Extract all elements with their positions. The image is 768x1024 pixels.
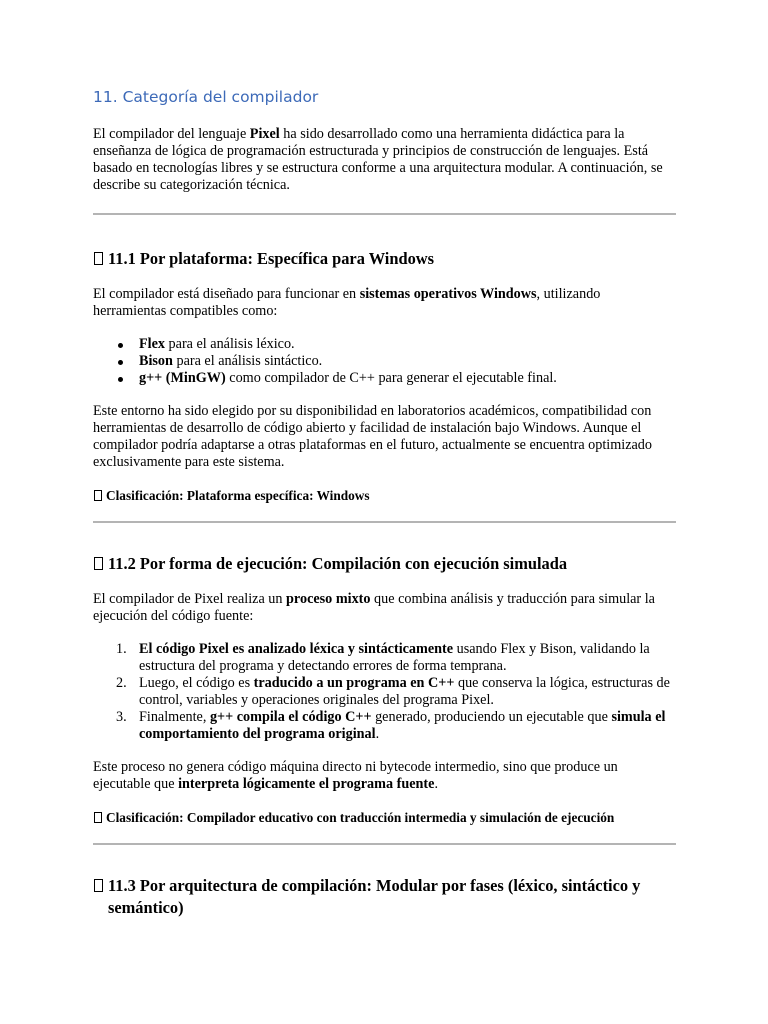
process-paragraph — [93, 759, 676, 793]
platform-paragraph — [93, 286, 676, 320]
list-item-text: Luego, el código es — [139, 675, 254, 691]
missing-glyph-icon — [94, 252, 103, 265]
classification-line-11-2 — [93, 809, 676, 826]
subsection-title-11-1 — [93, 248, 676, 270]
missing-glyph-icon — [94, 812, 102, 823]
list-item-text: para el análisis léxico. — [165, 336, 295, 352]
platform-text-1: El compilador está diseñado para funcionar en — [93, 286, 360, 302]
intro-text-1: El compilador del lenguaje — [93, 126, 250, 142]
list-item-text: Finalmente, — [139, 709, 210, 725]
list-item-bold: Bison — [139, 353, 173, 369]
list-item-text: para el análisis sintáctico. — [172, 353, 323, 369]
horizontal-rule — [93, 843, 676, 845]
list-item-bold: traducido a un programa en C++ — [253, 675, 455, 691]
intro-paragraph — [93, 126, 676, 194]
list-number: 2. — [116, 675, 127, 691]
missing-glyph-icon — [94, 490, 102, 501]
list-item — [139, 370, 676, 387]
subsection-title-text: 11.1 Por plataforma: Específica para Windows — [108, 249, 434, 268]
intro-bold-pixel: Pixel — [249, 126, 280, 142]
list-number: 3. — [116, 709, 127, 725]
horizontal-rule — [93, 521, 676, 523]
list-item-text: como compilador de C++ para generar el ejecutable final. — [225, 370, 557, 386]
list-item — [116, 709, 676, 743]
platform-text-2: , utilizando herramientas compatibles como: — [93, 286, 601, 319]
subsection-title-11-3 — [93, 875, 676, 919]
list-item-bold: simula el comportamiento del programa original — [139, 709, 666, 742]
missing-glyph-icon — [94, 557, 103, 570]
document-content — [93, 86, 676, 919]
list-item-bold: g++ compila el código C++ — [209, 709, 372, 725]
environment-paragraph: Este entorno ha sido elegido por su disponibilidad en laboratorios académicos, compatibilidad con herramientas de desarrollo de código abierto y facilidad de instalación bajo Windows. Aunque el compilador podría adaptarse a otras plataformas en el futuro, actualmente se encuentra optimizado exclusivamente para este sistema. — [93, 403, 652, 470]
list-item-text: usando Flex y Bison, validando la estructura del programa y detectando errores de forma temprana. — [139, 641, 650, 674]
tools-list — [93, 336, 676, 387]
platform-bold: sistemas operativos Windows — [359, 286, 537, 302]
subsection-title-text: 11.3 Por arquitectura de compilación: Modular por fases (léxico, sintáctico y semántico) — [108, 876, 641, 917]
list-number: 1. — [116, 641, 127, 657]
classification-text: Clasificación: Compilador educativo con traducción intermedia y simulación de ejecución — [106, 810, 615, 825]
list-item-text: que conserva la lógica, estructuras de control, variables y operaciones originales del programa Pixel. — [139, 675, 670, 708]
list-item — [139, 353, 676, 370]
list-item-text: generado, produciendo un ejecutable que — [371, 709, 612, 725]
list-item — [116, 675, 676, 709]
intro-text-2: ha sido desarrollado como una herramienta didáctica para la enseñanza de lógica de programación estructurada y principios de construcción de lenguajes. Está basado en tecnologías libres y se estructura conforme a una arquitectura modular. A continuación, se describe su categorización técnica. — [93, 126, 663, 193]
horizontal-rule — [93, 213, 676, 215]
execution-paragraph — [93, 591, 676, 625]
classification-text: Clasificación: Plataforma específica: Windows — [106, 488, 370, 503]
classification-line-11-1 — [93, 487, 676, 504]
list-item-bold: El código Pixel es analizado léxica y sintácticamente — [139, 641, 454, 657]
list-item-text: . — [375, 726, 380, 742]
missing-glyph-icon — [94, 879, 103, 892]
list-item-bold: g++ (MinGW) — [139, 370, 226, 386]
process-text-2: . — [434, 776, 438, 792]
list-item — [116, 641, 676, 675]
execution-bold: proceso mixto — [286, 591, 371, 607]
execution-text-1: El compilador de Pixel realiza un — [93, 591, 287, 607]
process-text-1: Este proceso no genera código máquina directo ni bytecode intermedio, sino que produce un ejecutable que — [93, 759, 618, 792]
list-item — [139, 336, 676, 353]
section-heading: 11. Categoría del compilador — [93, 88, 319, 106]
subsection-title-11-2 — [93, 553, 676, 575]
subsection-title-text: 11.2 Por forma de ejecución: Compilación con ejecución simulada — [108, 554, 568, 573]
list-item-bold: Flex — [139, 336, 165, 352]
execution-text-2: que combina análisis y traducción para simular la ejecución del código fuente: — [93, 591, 655, 624]
steps-list — [93, 641, 676, 743]
process-bold: interpreta lógicamente el programa fuente — [178, 776, 435, 792]
